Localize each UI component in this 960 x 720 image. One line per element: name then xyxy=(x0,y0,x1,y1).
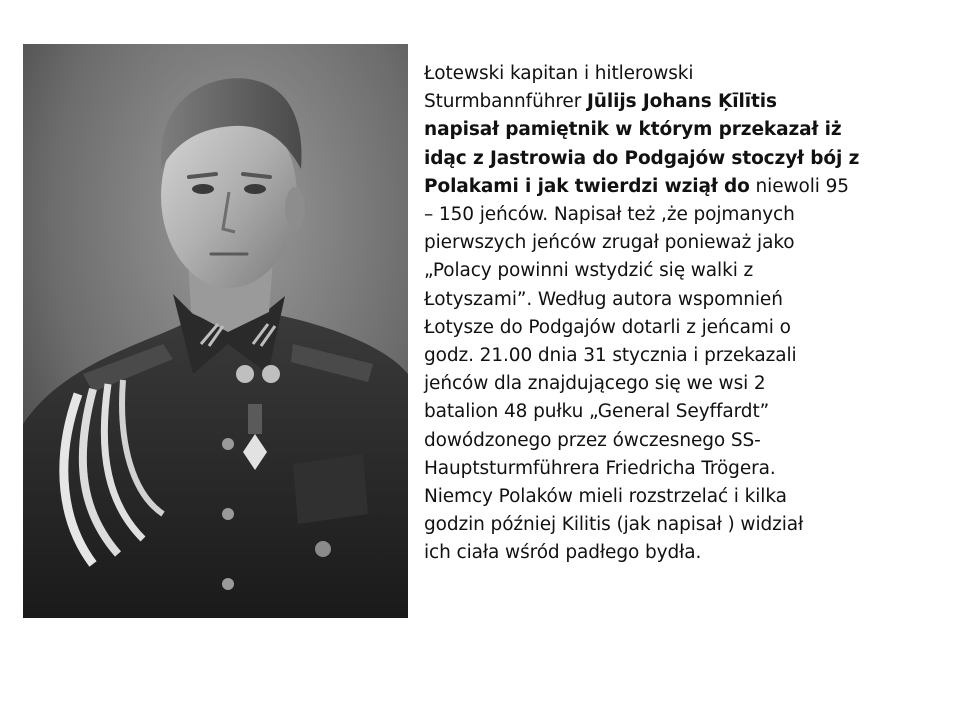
text-line xyxy=(424,483,944,511)
text-line xyxy=(424,201,944,229)
text-segment: Sturmbannführer xyxy=(424,91,587,113)
bold-text: napisał pamiętnik w którym przekazał iż xyxy=(424,119,842,141)
text-line xyxy=(424,314,944,342)
text-line xyxy=(424,257,944,285)
bold-text: idąc z Jastrowia do Podgajów stoczył bój z xyxy=(424,147,860,169)
text-line xyxy=(424,398,944,426)
text-segment: godz. 21.00 dnia 31 stycznia i przekazali xyxy=(424,345,797,367)
text-segment: batalion 48 pułku „General Seyffardt” xyxy=(424,401,770,423)
text-segment: ich ciała wśród padłego bydła. xyxy=(424,542,702,564)
text-segment: Łotyszami”. Według autora wspomnień xyxy=(424,288,783,310)
text-line xyxy=(424,229,944,257)
text-line xyxy=(424,286,944,314)
portrait-image xyxy=(23,44,408,618)
text-line xyxy=(424,455,944,483)
text-segment: niewoli 95 xyxy=(749,175,849,197)
text-line xyxy=(424,116,944,144)
text-segment: – 150 jeńców. Napisał też ,że pojmanych xyxy=(424,204,795,226)
text-segment: Hauptsturmführera Friedricha Trögera. xyxy=(424,457,776,479)
text-segment: Łotysze do Podgajów dotarli z jeńcami o xyxy=(424,316,791,338)
text-segment: Niemcy Polaków mieli rozstrzelać i kilka xyxy=(424,486,787,508)
bold-text: Polakami i jak twierdzi wziął do xyxy=(424,175,750,197)
text-line xyxy=(424,539,944,567)
portrait-photo xyxy=(23,44,408,618)
text-segment: Łotewski kapitan i hitlerowski xyxy=(424,63,694,84)
text-line xyxy=(424,342,944,370)
text-segment: jeńców dla znajdującego się we wsi 2 xyxy=(424,373,766,395)
text-line xyxy=(424,427,944,455)
text-line xyxy=(424,370,944,398)
text-segment: godzin później Kilitis (jak napisał ) widział xyxy=(424,514,804,536)
text-line xyxy=(424,511,944,539)
text-segment: pierwszych jeńców zrugał ponieważ jako xyxy=(424,232,795,254)
bold-name: Jūlijs Johans Ķīlītis xyxy=(587,91,777,113)
caption-text xyxy=(424,60,944,568)
text-segment: dowódzonego przez ówczesnego SS- xyxy=(424,429,761,451)
text-line xyxy=(424,173,944,201)
text-segment: „Polacy powinni wstydzić się walki z xyxy=(424,260,754,282)
text-line xyxy=(424,145,944,173)
text-line xyxy=(424,60,944,88)
text-line xyxy=(424,88,944,116)
